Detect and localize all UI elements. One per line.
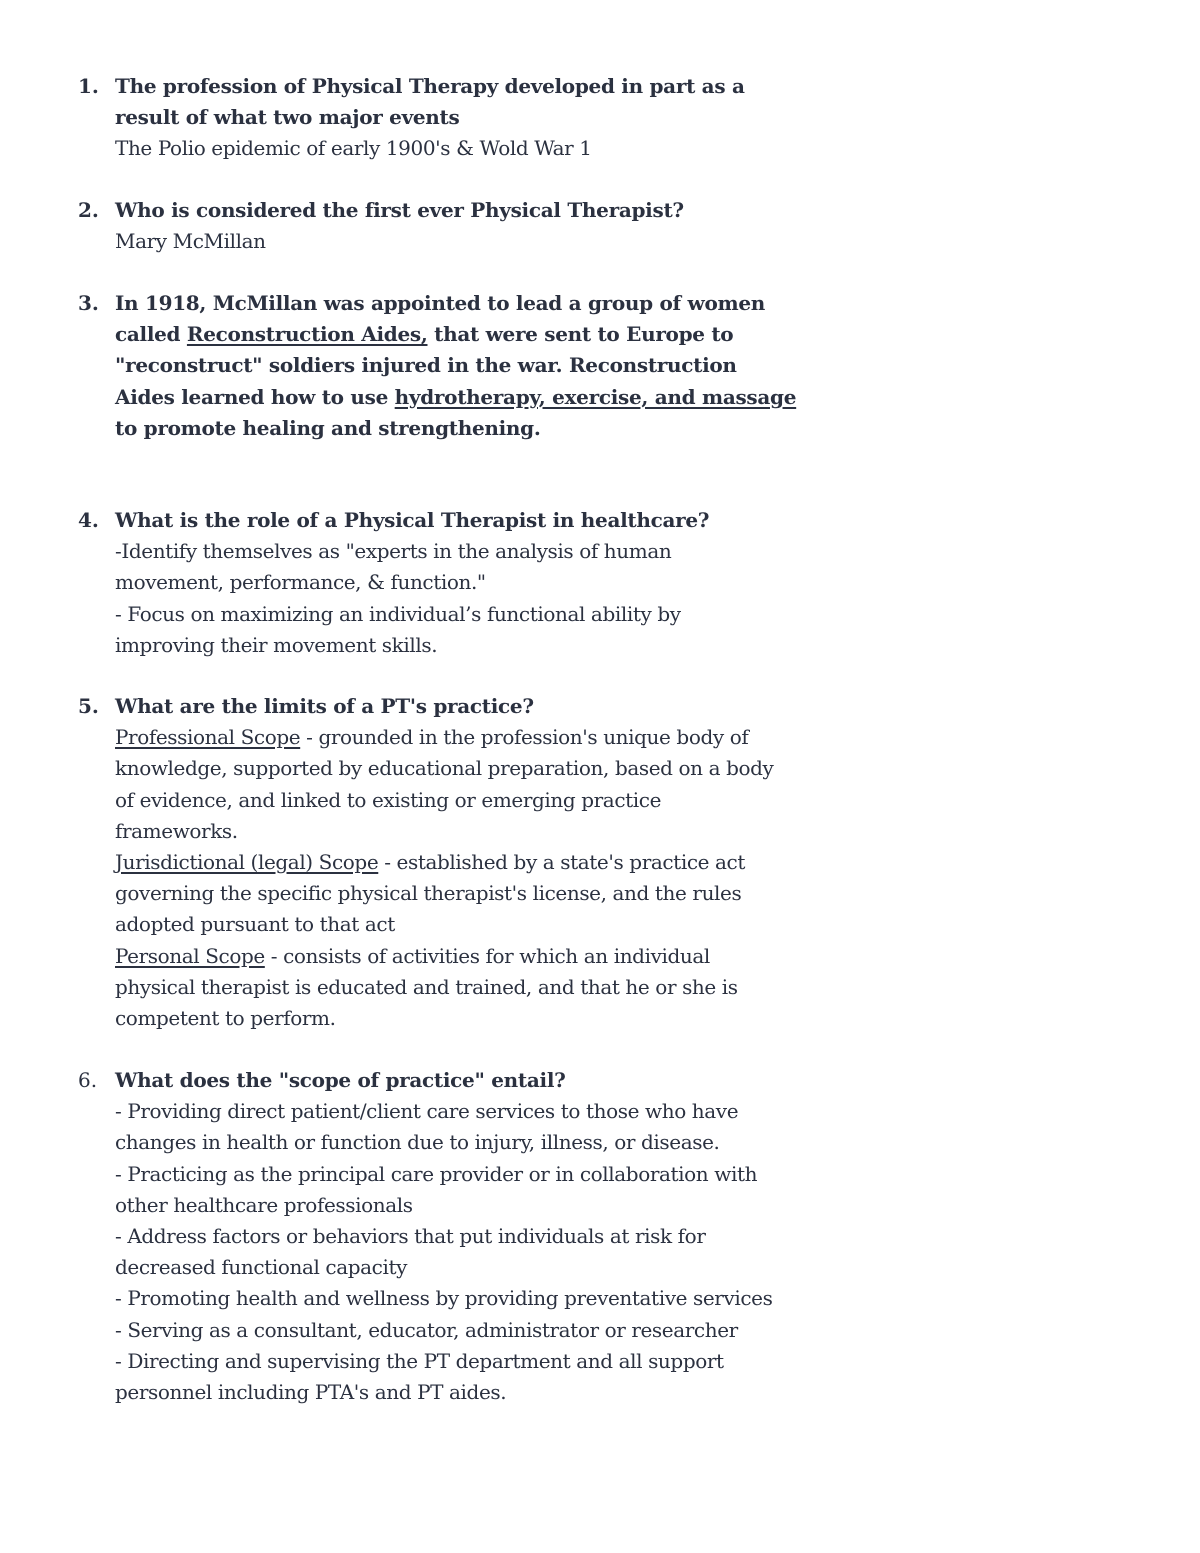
answer-text: physical therapist is educated and trained, and that he or she is	[115, 974, 738, 999]
answer-text: adopted pursuant to that act	[115, 912, 395, 937]
item-number: 1.	[78, 74, 99, 98]
question-text: to promote healing and strengthening.	[115, 415, 541, 440]
item-body	[115, 505, 765, 661]
answer-text: competent to perform.	[115, 1006, 336, 1031]
answer-text: governing the specific physical therapist's license, and the rules	[115, 881, 742, 906]
answer-text: - Providing direct patient/client care services to those who have	[115, 1099, 739, 1124]
answer-text: of evidence, and linked to existing or emerging practice	[115, 787, 661, 812]
underlined-term: hydrotherapy, exercise, and massage	[394, 384, 797, 409]
answer-text: The Polio epidemic of early 1900's & Wold War 1	[115, 136, 592, 161]
answer-text: - Directing and supervising the PT department and all support	[115, 1348, 724, 1373]
answer-text	[115, 847, 765, 878]
item-body	[115, 691, 774, 1034]
answer-text: movement, performance, & function."	[115, 570, 486, 595]
text-run: Aides learned how to use	[115, 384, 395, 409]
text-run: called	[115, 322, 187, 347]
item-number: 6.	[78, 1068, 98, 1092]
item-number: 3.	[78, 291, 99, 315]
item-number: 2.	[78, 198, 99, 222]
question-text: "reconstruct" soldiers injured in the war. Reconstruction	[115, 353, 737, 378]
scope-term: Jurisdictional (legal) Scope	[115, 850, 379, 875]
answer-text: improving their movement skills.	[115, 632, 438, 657]
question-text	[115, 382, 797, 413]
answer-text: decreased functional capacity	[115, 1255, 408, 1280]
text-run: - grounded in the profession's unique body of	[300, 725, 749, 750]
underlined-term: Reconstruction Aides,	[186, 322, 428, 347]
answer-text	[115, 941, 765, 972]
text-run: - consists of activities for which an individual	[264, 943, 710, 968]
question-text	[115, 319, 765, 350]
item-body	[115, 71, 765, 165]
question-text: In 1918, McMillan was appointed to lead a group of women	[115, 291, 766, 315]
answer-text: - Address factors or behaviors that put individuals at risk for	[115, 1224, 706, 1249]
answer-text: personnel including PTA's and PT aides.	[115, 1380, 507, 1405]
answer-text: - Promoting health and wellness by providing preventative services	[115, 1286, 773, 1311]
answer-text: other healthcare professionals	[115, 1192, 413, 1217]
answer-text: Mary McMillan	[115, 229, 266, 254]
text-run: - established by a state's practice act	[378, 850, 745, 875]
text-run: that were sent to Europe to	[427, 322, 734, 347]
scope-term: Professional Scope	[115, 725, 301, 750]
item-body	[115, 195, 765, 257]
question-text: result of what two major events	[115, 105, 460, 130]
question-text: Who is considered the first ever Physical Therapist?	[115, 198, 684, 222]
answer-text: changes in health or function due to injury, illness, or disease.	[115, 1130, 720, 1155]
question-text: The profession of Physical Therapy developed in part as a	[115, 74, 745, 98]
answer-text: - Focus on maximizing an individual’s functional ability by	[115, 601, 681, 626]
question-text: What are the limits of a PT's practice?	[115, 694, 534, 718]
answer-text: - Practicing as the principal care provider or in collaboration with	[115, 1161, 758, 1186]
item-number: 4.	[78, 508, 99, 532]
answer-text: knowledge, supported by educational preparation, based on a body	[115, 756, 774, 781]
answer-text: frameworks.	[115, 818, 238, 843]
scope-term: Personal Scope	[115, 943, 265, 968]
item-number: 5.	[78, 694, 99, 718]
question-text: What is the role of a Physical Therapist in healthcare?	[115, 508, 710, 532]
answer-text	[115, 722, 765, 753]
answer-text: - Serving as a consultant, educator, administrator or researcher	[115, 1317, 738, 1342]
question-text: What does the "scope of practice" entail?	[115, 1068, 566, 1092]
item-body	[115, 288, 797, 444]
item-body	[115, 1065, 773, 1408]
answer-text: -Identify themselves as "experts in the analysis of human	[115, 539, 672, 564]
